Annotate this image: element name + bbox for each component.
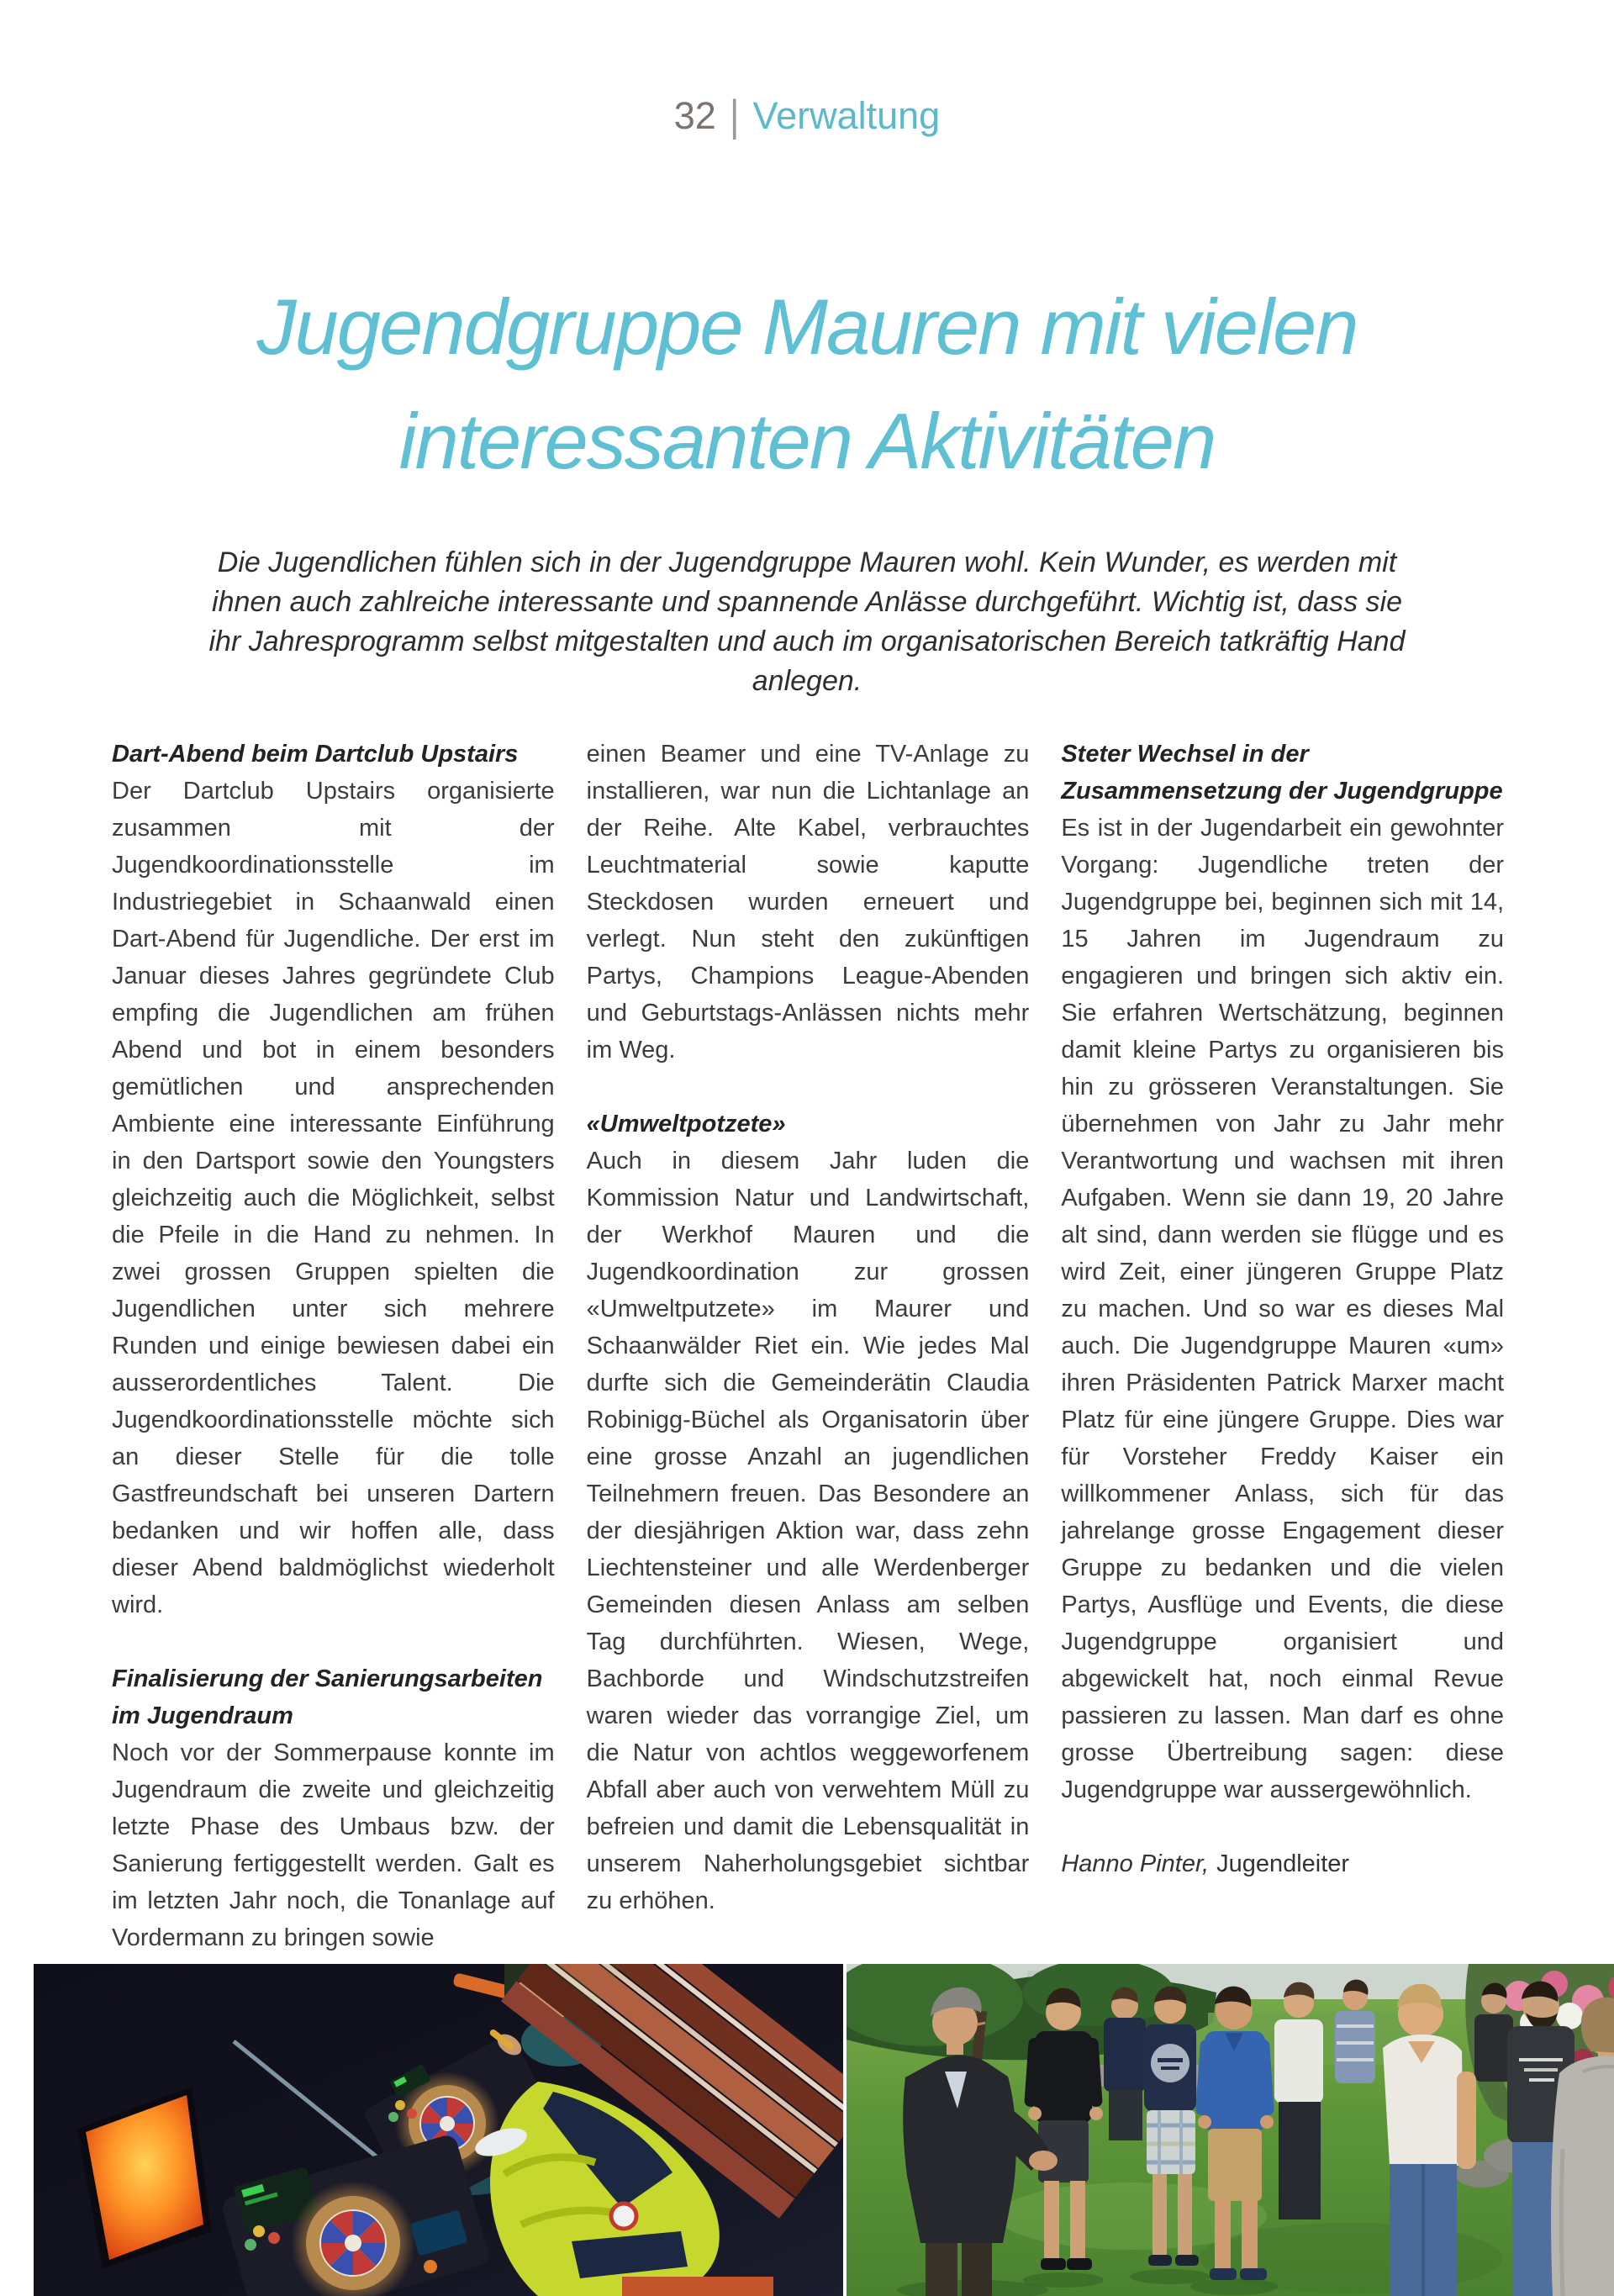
header-separator: | (729, 91, 740, 140)
article-title (0, 270, 1614, 499)
paragraph: Der Dartclub Upstairs organisierte zusammen mit der Jugendkoordinationsstelle im Industriegebiet in Schaanwald einen Dart-Abend für Jugendliche. Der erst im Januar dieses Jahres gegründete Club empfing die Jugendlichen am frühen Abend und bot in einem besonders gemütlichen und ansprechenden Ambiente eine interessante Einführung in den Dartsport sowie den Youngsters gleichzeitig auch die Möglichkeit, selbst die Pfeile in die Hand zu nehmen. In zwei grossen Gruppen spielten die Jugendlichen unter sich mehrere Runden und einige bewiesen dabei ein ausserordentliches Talent. Die Jugendkoordinationsstelle möchte sich an dieser Stelle für die tolle Gastfreundschaft bei unseren Dartern bedanken und wir hoffen alle, dass dieser Abend baldmöglichst wiederholt wird. (112, 778, 555, 1618)
section-label: Verwaltung (752, 94, 941, 137)
section-heading-dart-abend: Dart-Abend beim Dartclub Upstairs (112, 741, 519, 768)
byline-role: Jugendleiter (1216, 1850, 1350, 1877)
article-columns (112, 736, 1504, 1956)
column-3 (1061, 736, 1504, 1956)
shadow (1190, 2278, 1278, 2295)
column-1 (112, 736, 555, 1956)
paragraph: Noch vor der Sommerpause konnte im Jugendraum die zweite und gleichzeitig letzte Phase des Umbaus bzw. der Sanierung fertiggestellt werden. Galt es im letzten Jahr noch, die Tonanlage auf Vordermann zu bringen sowie (112, 1739, 555, 1951)
byline (1061, 1845, 1504, 1882)
article-title-line-1: Jugendgruppe Mauren mit vielen (256, 282, 1358, 371)
photo-dart-machines (34, 1964, 843, 2296)
youth-group-illustration (847, 1964, 1614, 2296)
section-heading-finalisierung: Finalisierung der Sanierungsarbeiten im Jugendraum (112, 1665, 543, 1729)
photo-youth-group (847, 1964, 1614, 2296)
section-heading-steter-wechsel: Steter Wechsel in der Zusammensetzung der Jugendgruppe (1061, 741, 1503, 805)
dart-machines-illustration (34, 1964, 843, 2296)
column-2 (587, 736, 1030, 1956)
article-title-line-2: interessanten Aktivitäten (398, 396, 1216, 485)
page-number: 32 (673, 94, 716, 137)
paragraph: einen Beamer und eine TV-Anlage zu installieren, war nun die Lichtanlage an der Reihe. Alte Kabel, verbrauchtes Leuchtmaterial sowie kaputte Steckdosen wurden erneuert und verlegt. Nun steht den zukünftigen Partys, Champions League-Abenden und Geburtstags-Anlässen nichts mehr im Weg. (586, 741, 1030, 1064)
paragraph: Es ist in der Jugendarbeit ein gewohnter Vorgang: Jugendliche treten der Jugendgruppe bei, beginnen sich mit 14, 15 Jahren im Jugendraum zu engagieren und bringen sich aktiv ein. Sie erfahren Wertschätzung, beginnen damit kleine Partys zu organisieren bis hin zu grösseren Veranstaltungen. Sie übernehmen von Jahr zu Jahr mehr Verantwortung und wachsen mit ihren Aufgaben. Wenn sie dann 19, 20 Jahre alt sind, dann werden sie flügge und es wird Zeit, einer jüngeren Gruppe Platz zu machen. Und so war es dieses Mal auch. Die Jugendgruppe Mauren «um» ihren Präsidenten Patrick Marxer macht Platz für eine jüngere Gruppe. Dies war für Vorsteher Freddy Kaiser ein willkommener Anlass, sich für das jahrelange grosse Engagement dieser Gruppe zu bedanken und die vielen Partys, Ausflüge und Events, die diese Jugendgruppe organisiert und abgewickelt hat, noch einmal Revue passieren zu lassen. Man darf es ohne grosse Übertreibung sagen: diese Jugendgruppe war aussergewöhnlich. (1061, 815, 1505, 1803)
section-heading-umweltpotzete: «Umweltpotzete» (586, 1111, 786, 1137)
shadow (1023, 2272, 1104, 2288)
intro-paragraph: Die Jugendlichen fühlen sich in der Jugendgruppe Mauren wohl. Kein Wunder, es werden mit ihnen auch zahlreiche interessante und spannende Anlässe durchgeführt. Wichtig ist, dass sie ihr Jahresprogramm selbst mitgestalten und auch im organisatorischen Bereich tatkräftig Hand anlegen. (208, 546, 1406, 697)
page-header (0, 91, 1614, 140)
byline-author: Hanno Pinter, (1061, 1850, 1210, 1877)
paragraph: Auch in diesem Jahr luden die Kommission Natur und Landwirtschaft, der Werkhof Mauren und die Jugendkoordination zur grossen «Umweltputzete» im Maurer und Schaanwälder Riet ein. Wie jedes Mal durfte sich die Gemeinderätin Claudia Robinigg-Büchel als Organisatorin über eine grosse Anzahl an jugendlichen Teilnehmern freuen. Das Besondere an der diesjährigen Aktion war, dass zehn Liechtensteiner und alle Werdenberger Gemeinden diesen Anlass am selben Tag durchführten. Wiesen, Wege, Bachborde und Windschutzstreifen waren wieder das vorrangige Ziel, um die Natur von achtlos weggeworfenem Abfall aber auch von verwehtem Müll zu befreien und damit die Lebensqualität in unserem Naherholungsgebiet sichtbar zu erhöhen. (586, 1148, 1030, 1914)
